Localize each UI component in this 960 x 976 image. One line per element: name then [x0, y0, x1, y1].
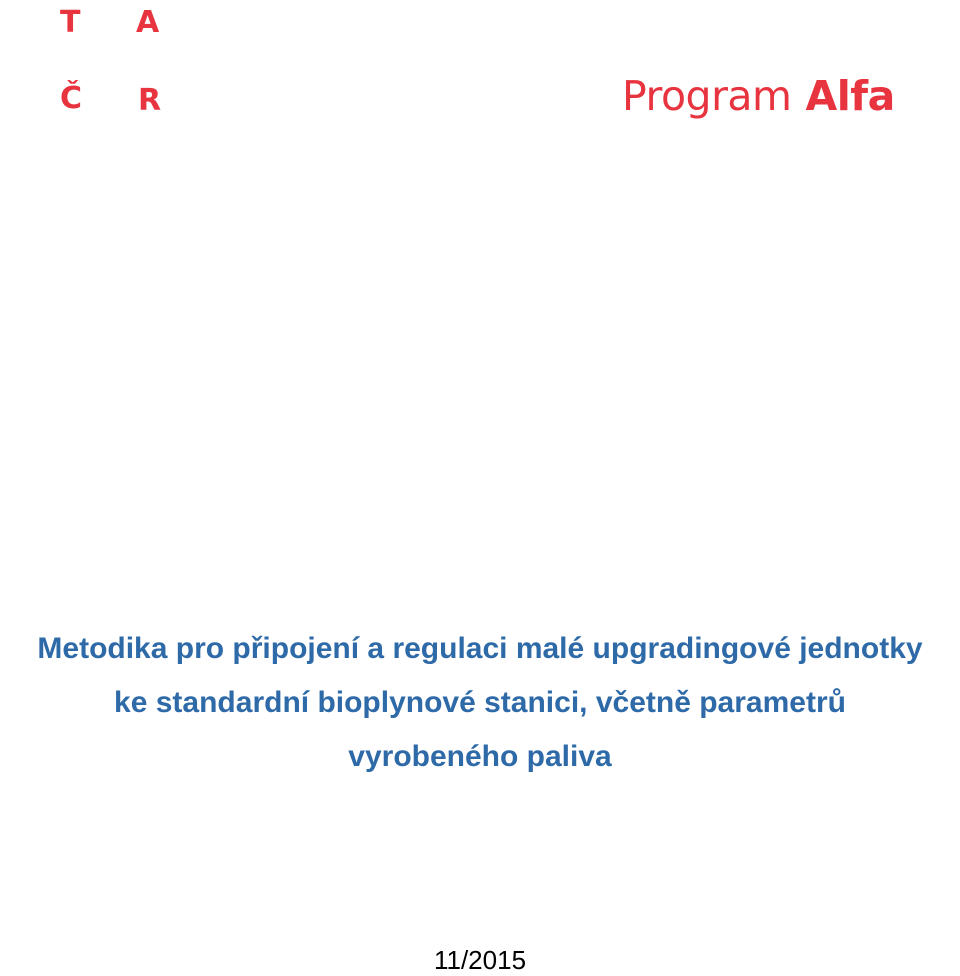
document-title: [0, 622, 960, 784]
tacr-logo-letter-a: A: [136, 5, 160, 40]
tacr-logo-letter-t: T: [60, 5, 81, 40]
document-date: 11/2015: [433, 945, 527, 975]
program-logo-word: Program: [622, 72, 792, 120]
document-title-line-1: Metodika pro připojení a regulaci malé upgradingové jednotky: [37, 632, 923, 665]
tacr-logo: [58, 4, 168, 118]
tacr-logo-letter-c: Č: [60, 81, 83, 116]
tacr-logo-letter-r: R: [138, 83, 162, 118]
alfa-logo-word: Alfa: [805, 72, 895, 120]
program-alfa-logo: [622, 66, 895, 126]
document-title-line-2: ke standardní bioplynové stanici, včetně parametrů: [114, 686, 846, 719]
document-title-line-3: vyrobeného paliva: [348, 740, 612, 773]
